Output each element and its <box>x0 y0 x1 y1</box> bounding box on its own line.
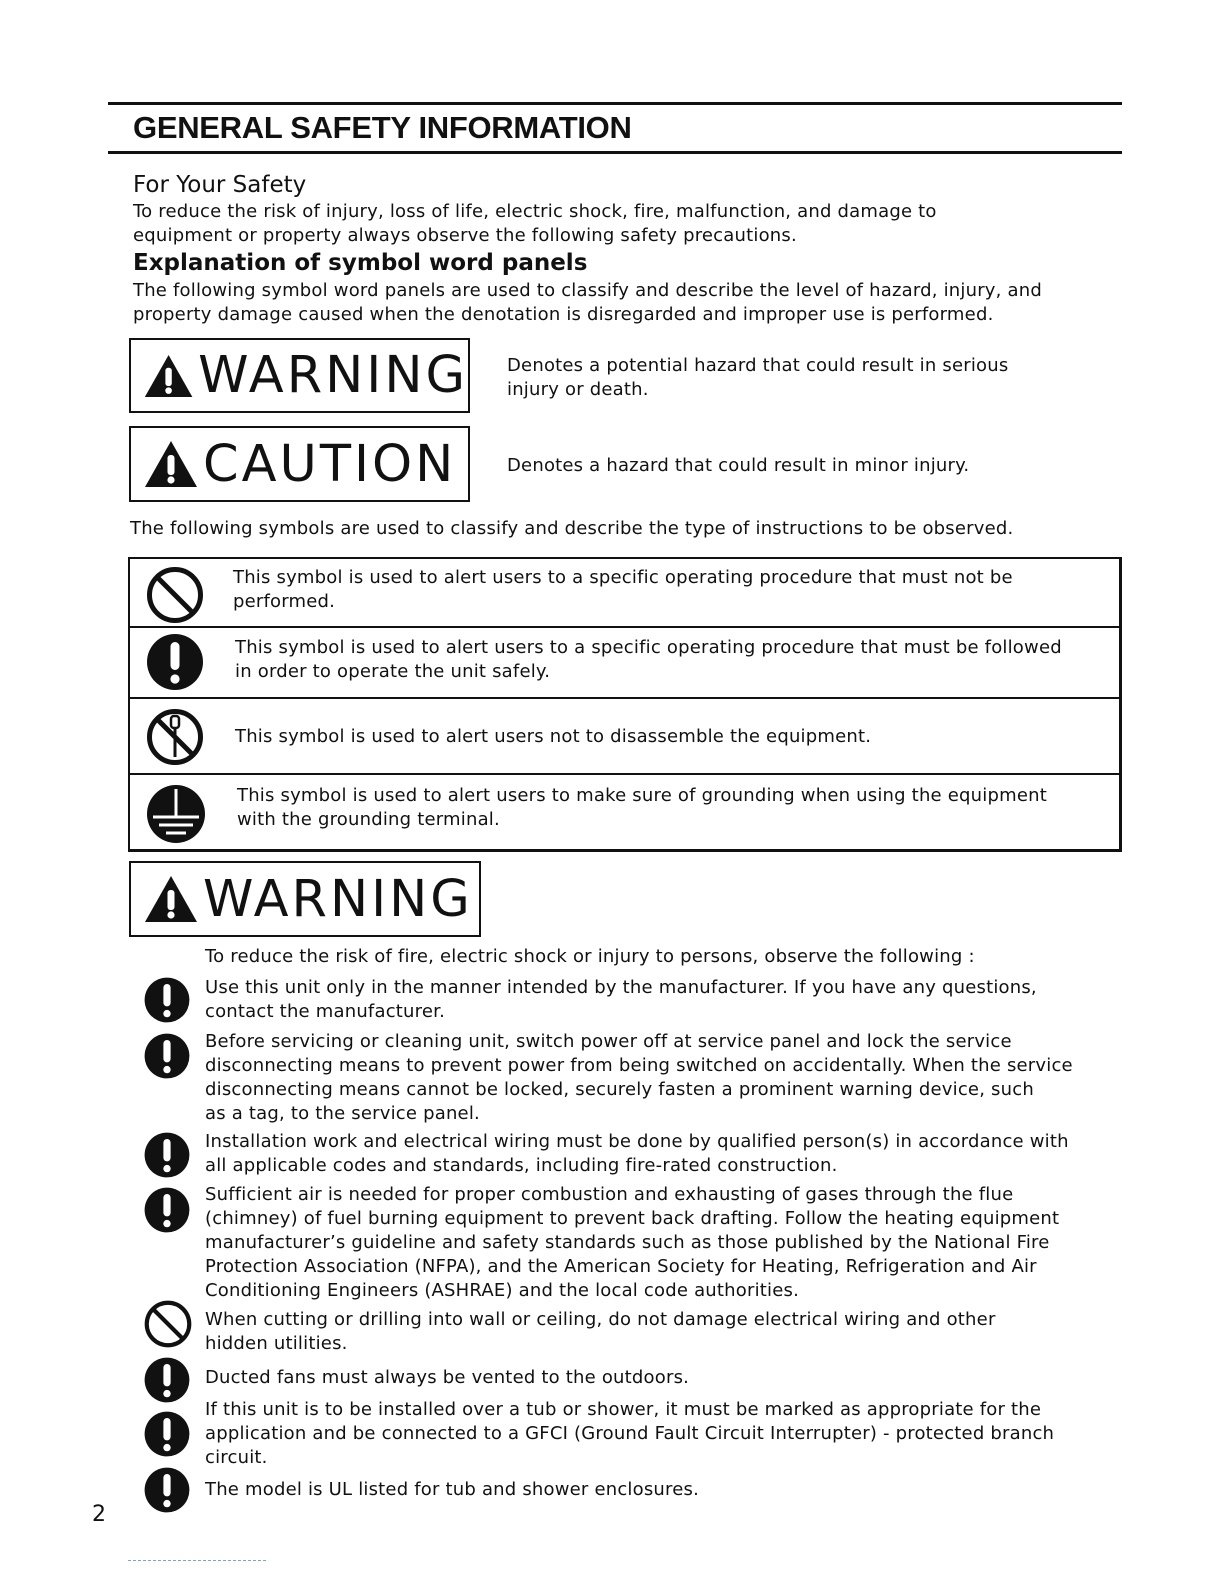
caution-panel <box>129 426 470 502</box>
warning-item-text: manufacturer’s guideline and safety standards such as those published by the National Fire <box>205 1232 1050 1253</box>
page-number: 2 <box>92 1502 106 1527</box>
symbol-text: This symbol is used to alert users to make sure of grounding when using the equipment <box>237 785 1047 806</box>
mandatory-icon <box>143 1410 191 1458</box>
warning-item-text: If this unit is to be installed over a tub or shower, it must be marked as appropriate for the <box>205 1399 1042 1420</box>
warning-triangle-icon <box>143 351 194 401</box>
warning-item-text: (chimney) of fuel burning equipment to prevent back drafting. Follow the heating equipment <box>205 1208 1060 1229</box>
warning-item-text: Before servicing or cleaning unit, switch power off at service panel and lock the service <box>205 1031 1012 1052</box>
symbol-row <box>130 699 1119 773</box>
explanation-line: property damage caused when the denotation is disregarded and improper use is performed. <box>133 304 994 325</box>
safety-line: To reduce the risk of injury, loss of life, electric shock, fire, malfunction, and damage to <box>133 201 937 222</box>
warning-item-text: Installation work and electrical wiring must be done by qualified person(s) in accordance with <box>205 1131 1069 1152</box>
symbol-row <box>130 775 1119 851</box>
warning-item-text: Sufficient air is needed for proper combustion and exhausting of gases through the flue <box>205 1184 1014 1205</box>
mandatory-icon <box>143 1356 191 1404</box>
header-bottom-rule <box>108 151 1122 154</box>
mandatory-icon <box>143 1466 191 1514</box>
warning-item-text: Use this unit only in the manner intended by the manufacturer. If you have any questions, <box>205 977 1037 998</box>
mandatory-icon <box>143 1131 191 1179</box>
symbol-text: in order to operate the unit safely. <box>235 661 551 682</box>
symbol-row <box>130 559 1119 627</box>
warning-item-text: When cutting or drilling into wall or ceiling, do not damage electrical wiring and other <box>205 1309 996 1330</box>
warning-item-text: Protection Association (NFPA), and the American Society for Heating, Refrigeration and Air <box>205 1256 1037 1277</box>
warning-panel <box>129 338 470 413</box>
explanation-heading: Explanation of symbol word panels <box>133 250 588 276</box>
header-top-rule <box>108 102 1122 105</box>
warning-item-text: disconnecting means to prevent power from being switched on accidentally. When the service <box>205 1055 1073 1076</box>
symbol-text: performed. <box>233 591 336 612</box>
warning-section-panel <box>129 861 481 937</box>
warning-item-text: disconnecting means cannot be locked, securely fasten a prominent warning device, such <box>205 1079 1034 1100</box>
symbols-table <box>128 557 1122 852</box>
warning-description: Denotes a potential hazard that could result in serious <box>507 355 1009 376</box>
warning-description: injury or death. <box>507 379 649 400</box>
warning-item-text: Conditioning Engineers (ASHRAE) and the local code authorities. <box>205 1280 800 1301</box>
explanation-line: The following symbol word panels are used to classify and describe the level of hazard, injury, and <box>133 280 1042 301</box>
caution-panel-word: CAUTION <box>203 434 457 494</box>
warning-triangle-icon <box>143 874 199 924</box>
no-disassembly-icon <box>145 707 205 767</box>
page-title: GENERAL SAFETY INFORMATION <box>133 110 632 145</box>
warning-item-text: application and be connected to a GFCI (Ground Fault Circuit Interrupter) - protected branch <box>205 1423 1055 1444</box>
warning-intro: To reduce the risk of fire, electric shock or injury to persons, observe the following : <box>205 946 975 967</box>
symbol-text: This symbol is used to alert users to a specific operating procedure that must not be <box>233 567 1013 588</box>
warning-item-text: The model is UL listed for tub and shower enclosures. <box>205 1479 699 1500</box>
caution-triangle-icon <box>143 439 199 489</box>
prohibited-icon <box>143 1299 193 1349</box>
safety-line: equipment or property always observe the following safety precautions. <box>133 225 797 246</box>
warning-item-text: hidden utilities. <box>205 1333 348 1354</box>
warning-item-text: circuit. <box>205 1447 268 1468</box>
mandatory-icon <box>143 1186 191 1234</box>
warning-item-text: as a tag, to the service panel. <box>205 1103 480 1124</box>
warning-section-word: WARNING <box>203 869 473 929</box>
warning-panel-word: WARNING <box>198 346 468 405</box>
warning-item-text: Ducted fans must always be vented to the outdoors. <box>205 1367 690 1388</box>
prohibited-icon <box>145 565 205 625</box>
symbol-row <box>130 628 1119 697</box>
warning-item-text: contact the manufacturer. <box>205 1001 446 1022</box>
symbol-text: with the grounding terminal. <box>237 809 500 830</box>
mandatory-icon <box>143 1032 191 1080</box>
caution-description: Denotes a hazard that could result in minor injury. <box>507 455 970 476</box>
symbols-intro: The following symbols are used to classify and describe the type of instructions to be observed. <box>130 518 1014 539</box>
grounding-icon <box>145 783 207 845</box>
symbol-text: This symbol is used to alert users to a specific operating procedure that must be followed <box>235 637 1062 658</box>
footer-divider <box>128 1560 266 1561</box>
mandatory-icon <box>145 632 205 692</box>
mandatory-icon <box>143 976 191 1024</box>
warning-item-text: all applicable codes and standards, including fire-rated construction. <box>205 1155 838 1176</box>
symbol-text: This symbol is used to alert users not to disassemble the equipment. <box>235 726 872 747</box>
safety-heading: For Your Safety <box>133 172 307 198</box>
